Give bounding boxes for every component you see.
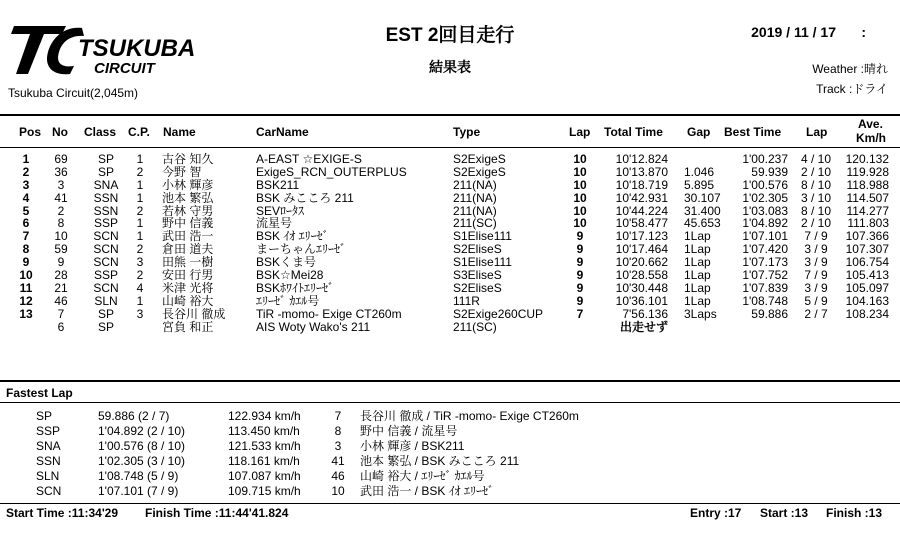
result-driver-name: 池本 繁弘 <box>162 190 214 205</box>
venue-label: Tsukuba Circuit(2,045m) <box>8 86 139 100</box>
result-laps: 10 <box>573 203 587 218</box>
result-total-time: 10'17.123 <box>615 229 668 244</box>
result-car-name: 流星号 <box>256 216 293 231</box>
result-pos: 2 <box>22 164 30 179</box>
result-cp: 2 <box>136 242 144 257</box>
result-car-name: BSK211 <box>256 177 300 192</box>
result-cp: 1 <box>136 190 144 205</box>
list-item <box>0 454 900 469</box>
result-type: S2Exige260CUP <box>453 306 544 321</box>
result-average-speed: 119.928 <box>846 164 889 179</box>
result-gap: 5.895 <box>684 177 715 192</box>
page-subtitle: 結果表 <box>429 59 471 75</box>
result-best-time: 1'07.101 <box>742 229 788 244</box>
result-cp: 3 <box>136 306 144 321</box>
result-car-name: A-EAST ☆EXIGE-S <box>256 152 362 166</box>
result-laps: 7 <box>576 306 584 321</box>
result-best-lap: 3 / 10 <box>800 190 832 205</box>
result-car-name: AIS Woty Wako's 211 <box>256 319 371 334</box>
result-no: 6 <box>57 319 65 334</box>
result-no: 69 <box>54 152 68 166</box>
result-driver-name: 長谷川 徹成 <box>162 306 226 321</box>
result-pos: 7 <box>22 229 30 244</box>
result-total-time: 7'56.136 <box>622 306 668 321</box>
result-best-lap: 7 / 9 <box>804 229 828 244</box>
fastest-lap-table <box>0 409 900 499</box>
result-best-lap: 2 / 10 <box>800 216 832 231</box>
result-driver-name: 古谷 知久 <box>162 152 214 166</box>
result-pos: 13 <box>19 306 33 321</box>
result-best-time: 1'00.576 <box>742 177 788 192</box>
result-class: SP <box>97 152 114 166</box>
result-type: S2ExigeS <box>453 164 506 179</box>
result-class: SCN <box>93 229 119 244</box>
results-bottom-rule <box>0 380 900 382</box>
result-type: 211(NA) <box>453 177 497 192</box>
result-driver-name: 田熊 一樹 <box>162 255 214 270</box>
result-class: SP <box>97 164 114 179</box>
result-laps: 10 <box>573 164 587 179</box>
result-total-time: 10'44.224 <box>615 203 668 218</box>
result-driver-name: 野中 信義 <box>162 216 214 231</box>
table-row <box>0 295 900 308</box>
result-cp: 2 <box>136 203 144 218</box>
table-row <box>0 308 900 321</box>
col-header-type: Type <box>453 125 481 139</box>
result-no: 28 <box>54 268 68 283</box>
logo-text-circuit: CIRCUIT <box>94 60 155 77</box>
fastest-car-no: 41 <box>331 454 345 468</box>
result-laps: 10 <box>573 152 587 166</box>
fastest-driver: 長谷川 徹成 / TiR -momo- Exige CT260m <box>360 409 579 423</box>
result-average-speed: 106.754 <box>845 255 889 270</box>
result-type: S2ExigeS <box>453 152 506 166</box>
fastest-lap-time: 1'08.748 (5 / 9) <box>98 469 179 483</box>
col-header-lap: Lap <box>569 125 591 139</box>
result-type: 211(NA) <box>453 203 497 218</box>
result-class: SCN <box>93 255 119 270</box>
fastest-lap-title: Fastest Lap <box>6 386 73 400</box>
result-average-speed: 105.097 <box>845 280 889 295</box>
result-best-lap: 3 / 9 <box>804 280 828 295</box>
result-cp: 4 <box>136 280 144 295</box>
fastest-class: SSN <box>36 454 61 468</box>
fastest-driver: 野中 信義 / 流星号 <box>360 424 458 438</box>
result-gap: 1Lap <box>684 255 711 270</box>
col-header-best-lap: Lap <box>806 125 828 139</box>
result-average-speed: 107.307 <box>845 242 889 257</box>
footer-rule <box>0 503 900 504</box>
result-total-time: 10'58.477 <box>615 216 668 231</box>
result-best-time: 1'00.237 <box>742 152 788 166</box>
event-time: : <box>861 24 866 40</box>
result-average-speed: 114.507 <box>846 190 889 205</box>
result-laps: 9 <box>576 255 584 270</box>
table-row <box>0 192 900 205</box>
fastest-lap-time: 1'07.101 (7 / 9) <box>98 484 179 498</box>
result-total-time: 10'13.870 <box>615 164 668 179</box>
header-bottom-rule <box>0 147 900 148</box>
result-pos: 11 <box>19 280 33 295</box>
result-car-name: SEVﾛｰﾀｽ <box>256 203 305 218</box>
result-car-name: TiR -momo- Exige CT260m <box>256 306 402 321</box>
result-gap: 1Lap <box>684 268 711 283</box>
result-best-time: 59.939 <box>751 164 788 179</box>
result-type: S2EliseS <box>453 280 502 295</box>
result-pos: 1 <box>22 152 30 166</box>
fastest-speed: 113.450 km/h <box>228 424 300 438</box>
result-no: 59 <box>54 242 68 257</box>
result-average-speed: 104.163 <box>845 293 889 308</box>
result-cp: 2 <box>136 268 144 283</box>
page-title: EST 2回目走行 <box>385 25 515 46</box>
result-no: 21 <box>54 280 68 295</box>
fastest-car-no: 10 <box>331 484 345 498</box>
event-date: 2019 / 11 / 17 <box>751 24 836 40</box>
result-type: 211(SC) <box>453 216 497 231</box>
result-no: 10 <box>54 229 68 244</box>
result-best-lap: 2 / 10 <box>800 164 832 179</box>
result-cp: 1 <box>136 293 144 308</box>
fastest-lap-time: 59.886 (2 / 7) <box>98 409 170 423</box>
result-driver-name: 米津 光将 <box>162 280 214 295</box>
result-pos: 12 <box>19 293 33 308</box>
result-no: 9 <box>57 255 65 270</box>
result-no: 46 <box>54 293 68 308</box>
result-no: 2 <box>57 203 65 218</box>
result-gap: 3Laps <box>684 306 717 321</box>
result-cp: 3 <box>136 255 144 270</box>
result-total-time: 10'17.464 <box>615 242 668 257</box>
fastest-car-no: 7 <box>334 409 342 423</box>
finish-count: Finish :13 <box>826 506 883 520</box>
table-row <box>0 166 900 179</box>
result-gap: 31.400 <box>684 203 721 218</box>
finish-time: Finish Time :11:44'41.824 <box>145 506 289 520</box>
fastest-lap-time: 1'00.576 (8 / 10) <box>98 439 186 453</box>
col-header-car: CarName <box>256 125 309 139</box>
result-car-name: BSKﾎﾜｲﾄｴﾘｰｾﾞ <box>256 280 335 295</box>
result-driver-name: 今野 智 <box>162 164 202 179</box>
result-driver-name: 小林 輝彦 <box>162 177 214 192</box>
list-item <box>0 469 900 484</box>
result-total-time: 10'30.448 <box>615 280 668 295</box>
result-best-lap: 4 / 10 <box>800 152 832 166</box>
fastest-car-no: 8 <box>334 424 342 438</box>
results-column-headers <box>0 116 900 146</box>
fastest-driver: 武田 浩一 / BSK ｲｵ ｴﾘｰｾﾞ <box>360 484 495 498</box>
result-best-time: 1'03.083 <box>742 203 788 218</box>
result-average-speed: 120.132 <box>845 152 889 166</box>
result-average-speed: 105.413 <box>845 268 889 283</box>
fastest-class: SCN <box>36 484 62 498</box>
result-best-time: 1'04.892 <box>742 216 788 231</box>
table-row <box>0 321 900 334</box>
result-total-time: 10'20.662 <box>615 255 668 270</box>
result-best-time: 1'07.752 <box>742 268 788 283</box>
list-item <box>0 484 900 499</box>
result-best-lap: 8 / 10 <box>800 177 832 192</box>
result-laps: 10 <box>573 177 587 192</box>
result-car-name: BSK ｲｵ ｴﾘｰｾﾞ <box>256 229 329 244</box>
result-best-time: 1'07.839 <box>742 280 788 295</box>
col-header-name: Name <box>163 125 196 139</box>
result-total-time: 10'36.101 <box>615 293 668 308</box>
table-row <box>0 179 900 192</box>
result-total-time: 10'42.931 <box>615 190 668 205</box>
result-no: 8 <box>57 216 65 231</box>
result-cp: 1 <box>136 152 144 166</box>
logo-text-tsukuba: TSUKUBA <box>78 35 196 62</box>
fastest-driver: 池本 繁弘 / BSK みこころ 211 <box>360 454 520 468</box>
result-pos: 5 <box>22 203 30 218</box>
list-item <box>0 439 900 454</box>
fastest-speed: 109.715 km/h <box>228 484 301 498</box>
result-class: SP <box>97 319 114 334</box>
result-type: 111R <box>453 293 480 308</box>
col-header-pos: Pos <box>19 125 42 139</box>
table-row <box>0 269 900 282</box>
result-pos: 8 <box>22 242 30 257</box>
result-type: S3EliseS <box>453 268 502 283</box>
result-average-speed: 118.988 <box>846 177 889 192</box>
result-type: S1Elise111 <box>453 229 512 244</box>
result-gap: 1Lap <box>684 229 711 244</box>
fastest-speed: 121.533 km/h <box>228 439 301 453</box>
entry-count: Entry :17 <box>690 506 742 520</box>
result-best-lap: 3 / 9 <box>804 242 828 257</box>
fastest-class: SLN <box>36 469 60 483</box>
result-type: 211(NA) <box>453 190 497 205</box>
result-best-lap: 3 / 9 <box>804 255 828 270</box>
result-cp: 2 <box>136 164 144 179</box>
col-header-total: Total Time <box>604 125 663 139</box>
result-average-speed: 107.366 <box>845 229 889 244</box>
result-driver-name: 武田 浩一 <box>162 229 214 244</box>
result-pos: 6 <box>22 216 30 231</box>
col-header-class: Class <box>84 125 117 139</box>
result-best-time: 1'02.305 <box>742 190 788 205</box>
result-car-name: BSKくま号 <box>256 255 317 270</box>
result-pos: 3 <box>22 177 30 192</box>
result-no: 3 <box>57 177 65 192</box>
fastest-speed: 118.161 km/h <box>228 454 300 468</box>
result-best-lap: 7 / 9 <box>804 268 828 283</box>
col-header-ave-unit: Km/h <box>856 131 886 145</box>
result-no: 41 <box>54 190 68 205</box>
result-car-name: まーちゃんｴﾘｰｾﾞ <box>256 242 347 257</box>
result-cp: 1 <box>136 229 144 244</box>
track-condition-label: Track :ドライ <box>816 82 888 96</box>
result-car-name: BSK みこころ 211 <box>256 190 354 205</box>
result-driver-name: 若林 守男 <box>162 203 214 218</box>
result-pos: 9 <box>22 255 30 270</box>
result-best-lap: 2 / 7 <box>804 306 828 321</box>
result-car-name: BSK☆Mei28 <box>256 268 324 283</box>
col-header-no: No <box>52 125 68 139</box>
result-gap: 1Lap <box>684 293 711 308</box>
list-item <box>0 409 900 424</box>
table-row <box>0 282 900 295</box>
start-count: Start :13 <box>760 506 809 520</box>
result-no: 36 <box>54 164 68 179</box>
result-best-lap: 5 / 9 <box>804 293 828 308</box>
result-cp: 1 <box>136 216 144 231</box>
result-class: SCN <box>93 242 119 257</box>
result-laps: 9 <box>576 242 584 257</box>
col-header-best: Best Time <box>724 125 782 139</box>
fastest-lap-time: 1'02.305 (3 / 10) <box>98 454 186 468</box>
result-laps: 10 <box>573 190 587 205</box>
fastest-car-no: 46 <box>331 469 345 483</box>
fastest-speed: 122.934 km/h <box>228 409 301 423</box>
result-class: SSN <box>93 190 119 205</box>
result-best-time: 59.886 <box>751 306 788 321</box>
result-laps: 9 <box>576 229 584 244</box>
fastest-driver: 小林 輝彦 / BSK211 <box>360 439 465 453</box>
col-header-gap: Gap <box>687 125 711 139</box>
result-average-speed: 114.277 <box>846 203 889 218</box>
fastest-lap-time: 1'04.892 (2 / 10) <box>98 424 186 438</box>
fastest-class: SNA <box>36 439 61 453</box>
result-average-speed: 108.234 <box>845 306 889 321</box>
result-laps: 10 <box>573 216 587 231</box>
result-laps: 9 <box>576 293 584 308</box>
result-driver-name: 山崎 裕大 <box>162 293 214 308</box>
result-car-name: ExigeS_RCN_OUTERPLUS <box>256 164 407 179</box>
result-average-speed: 111.803 <box>847 216 889 231</box>
result-driver-name: 安田 行男 <box>162 268 214 283</box>
list-item <box>0 424 900 439</box>
result-class: SP <box>97 306 114 321</box>
result-class: SSP <box>93 216 118 231</box>
result-car-name: ｴﾘｰｾﾞ ｶｴﾙ号 <box>256 293 320 308</box>
result-gap: 1Lap <box>684 280 711 295</box>
result-class: SSP <box>93 268 118 283</box>
result-cp: 1 <box>136 177 144 192</box>
result-best-time: 1'07.173 <box>742 255 788 270</box>
result-type: S2EliseS <box>453 242 502 257</box>
col-header-cp: C.P. <box>128 125 150 139</box>
result-type: S1Elise111 <box>453 255 512 270</box>
result-class: SLN <box>94 293 118 308</box>
fastest-car-no: 3 <box>334 439 342 453</box>
result-total-time: 10'28.558 <box>615 268 668 283</box>
result-best-time: 1'07.420 <box>742 242 788 257</box>
result-driver-name: 宮負 和正 <box>162 319 214 334</box>
result-no: 7 <box>57 306 65 321</box>
result-total-time: 10'18.719 <box>615 177 668 192</box>
result-gap: 1.046 <box>684 164 715 179</box>
result-total-time: 10'12.824 <box>615 152 668 166</box>
fastest-class: SP <box>36 409 53 423</box>
result-gap: 45.653 <box>684 216 721 231</box>
result-class: SSN <box>93 203 119 218</box>
result-gap: 30.107 <box>684 190 721 205</box>
result-gap: 1Lap <box>684 242 711 257</box>
result-best-time: 1'08.748 <box>742 293 788 308</box>
fastest-driver: 山崎 裕大 / ｴﾘｰｾﾞ ｶｴﾙ号 <box>360 469 485 483</box>
fastest-speed: 107.087 km/h <box>228 469 301 483</box>
col-header-ave: Ave. <box>858 117 883 131</box>
start-time: Start Time :11:34'29 <box>6 506 119 520</box>
result-pos: 4 <box>22 190 30 205</box>
result-best-lap: 8 / 10 <box>800 203 832 218</box>
result-total-time: 出走せず <box>619 319 668 334</box>
result-class: SCN <box>93 280 119 295</box>
table-row <box>0 153 900 166</box>
result-pos: 10 <box>19 268 33 283</box>
result-driver-name: 倉田 道夫 <box>162 242 214 257</box>
fastest-lap-rule <box>0 402 900 403</box>
results-table <box>0 153 900 333</box>
weather-label: Weather :晴れ <box>812 62 888 76</box>
result-laps: 9 <box>576 280 584 295</box>
result-type: 211(SC) <box>453 319 497 334</box>
result-class: SNA <box>93 177 119 192</box>
fastest-class: SSP <box>36 424 61 438</box>
result-laps: 9 <box>576 268 584 283</box>
